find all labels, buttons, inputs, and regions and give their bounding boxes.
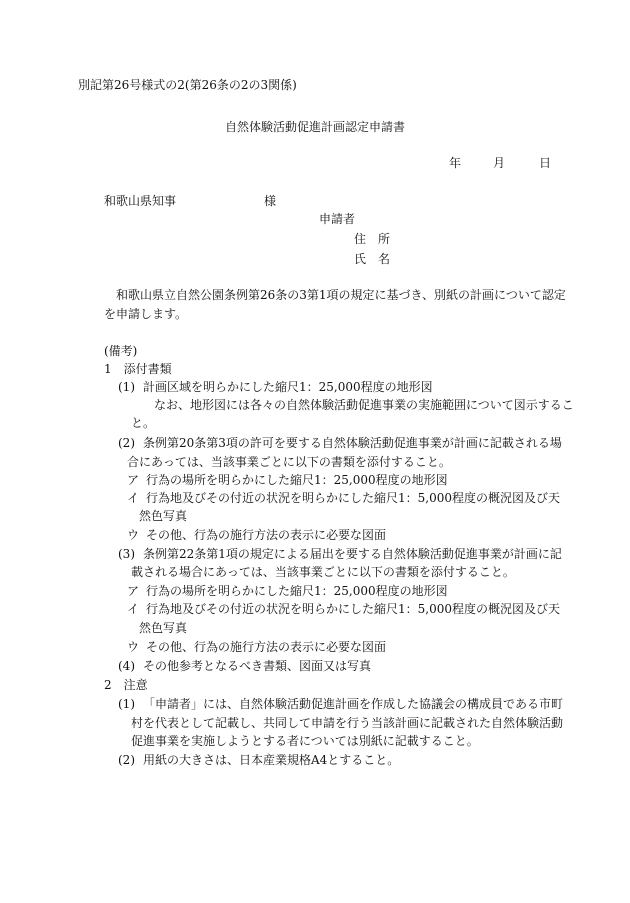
item-text: 合にあっては、当該事業ごとに以下の書類を添付すること。 [127, 455, 451, 469]
form-number: 別記第26号様式の2(第26条の2の3関係) [78, 78, 297, 92]
item-text: なお、地形図には各々の自然体験活動促進事業の実施範囲について図示するこ [154, 398, 574, 412]
section1-title: 1 添付書類 [104, 362, 172, 376]
date-day: 日 [539, 156, 552, 170]
sub-mark: ア [127, 473, 140, 487]
item-text: 「申請者」には、自然体験活動促進計画を作成した協議会の構成員である市町 [143, 697, 564, 711]
sub-text: 然色写真 [139, 509, 188, 523]
sub-text: 行為地及びその付近の状況を明らかにした縮尺1：5,000程度の概況図及び天 [146, 602, 560, 616]
item-number: (3) [118, 547, 135, 561]
applicant-address-label: 住 所 [354, 232, 391, 246]
item-text: 計画区域を明らかにした縮尺1：25,000程度の地形図 [143, 380, 433, 394]
sub-text: 行為の場所を明らかにした縮尺1：25,000程度の地形図 [146, 473, 448, 487]
sub-mark: ウ [127, 640, 140, 654]
document-title: 自然体験活動促進計画認定申請書 [224, 120, 405, 134]
sub-text: その他、行為の施行方法の表示に必要な図面 [146, 640, 387, 654]
date-month: 月 [493, 156, 506, 170]
notes-heading: (備考) [104, 344, 138, 358]
item-number: (2) [118, 436, 135, 450]
item-text: 用紙の大きさは、日本産業規格A4とすること。 [143, 753, 400, 767]
sub-text: 行為の場所を明らかにした縮尺1：25,000程度の地形図 [146, 584, 448, 598]
item-text: 村を代表として記載し、共同して申請を行う当該計画に記載された自然体験活動 [131, 716, 564, 730]
item-text: と。 [131, 416, 156, 430]
addressee-honorific: 様 [264, 194, 277, 208]
item-number: (2) [118, 753, 135, 767]
item-number: (4) [118, 659, 135, 673]
item-text: 条例第20条第3項の許可を要する自然体験活動促進事業が計画に記載される場 [143, 436, 562, 450]
applicant-name-label: 氏 名 [354, 252, 391, 266]
sub-text: 行為地及びその付近の状況を明らかにした縮尺1：5,000程度の概況図及び天 [146, 491, 560, 505]
item-text: 促進事業を実施しようとする者については別紙に記載すること。 [131, 734, 479, 748]
sub-text: その他、行為の施行方法の表示に必要な図面 [146, 528, 387, 542]
sub-mark: イ [127, 602, 140, 616]
item-text: 条例第22条第1項の規定による届出を要する自然体験活動促進事業が計画に記 [143, 547, 562, 561]
item-text: 載される場合にあっては、当該事業ごとに以下の書類を添付すること。 [131, 565, 515, 579]
section2-title: 2 注意 [104, 678, 148, 692]
item-text: その他参考となるべき書類、図面又は写真 [143, 659, 372, 673]
applicant-label: 申請者 [319, 212, 356, 226]
sub-mark: イ [127, 491, 140, 505]
sub-mark: ア [127, 584, 140, 598]
item-number: (1) [118, 697, 135, 711]
body-text-line-1: 和歌山県立自然公園条例第26条の3第1項の規定に基づき、別紙の計画について認定 [116, 288, 566, 302]
item-number: (1) [118, 380, 135, 394]
sub-mark: ウ [127, 528, 140, 542]
date-year: 年 [449, 156, 462, 170]
addressee-name: 和歌山県知事 [104, 194, 177, 208]
body-text-line-2: を申請します。 [104, 307, 188, 321]
sub-text: 然色写真 [139, 621, 188, 635]
